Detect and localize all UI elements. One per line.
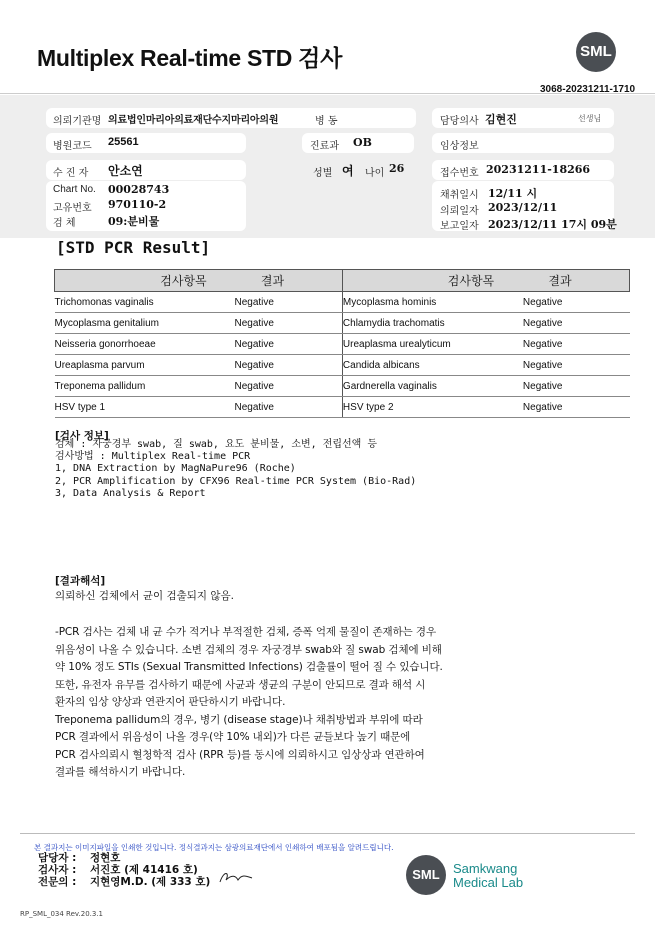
receipt-label: 접수번호 (440, 168, 479, 179)
result-row (55, 334, 630, 355)
clinical-label: 임상정보 (440, 141, 479, 152)
staff-row: 담당자 : 정현호 (38, 852, 121, 864)
footer-notice: 본 결과지는 이미지파일을 인쇄한 것입니다. 정식결과지는 삼광의료재단에서 인쇄하여 배포됨을 알려드립니다. (34, 843, 394, 852)
result-item-left: Treponema pallidum (55, 376, 235, 397)
result-item-left: Mycoplasma genitalium (55, 313, 235, 334)
right-header: 검사항목 결과 (342, 270, 629, 292)
method-line: 검체 : 자궁경부 swab, 질 swab, 요도 분비물, 소변, 전립선액 등 (55, 439, 378, 450)
result-value-right: Negative (523, 355, 630, 376)
code-value: 25561 (108, 136, 139, 148)
result-row (55, 313, 630, 334)
uid-label: 고유번호 (53, 203, 92, 214)
result-item-left: Neisseria gonorrhoeae (55, 334, 235, 355)
form-code: RP_SML_034 Rev.20.3.1 (20, 910, 103, 918)
result-item-right: Chlamydia trachomatis (342, 313, 523, 334)
result-item-right: HSV type 2 (342, 397, 523, 418)
sex-value: 여 (342, 164, 354, 178)
hospital-value: 의료법인마리아의료재단수지마리아의원 (108, 115, 279, 126)
dept-value: OB (353, 136, 372, 149)
result-value-right: Negative (523, 313, 630, 334)
result-value-left: Negative (235, 334, 343, 355)
result-row (55, 355, 630, 376)
age-value: 26 (389, 162, 405, 175)
left-header: 검사항목 결과 (55, 270, 343, 292)
footer-divider (20, 833, 635, 834)
staff-block (38, 852, 210, 888)
result-value-left: Negative (235, 397, 343, 418)
chart-label: Chart No. (53, 184, 96, 195)
doctor-label: 담당의사 (440, 116, 479, 127)
result-value-right: Negative (523, 334, 630, 355)
interpretation-line: -PCR 검사는 검체 내 균 수가 적거나 부적절한 검체, 증폭 억제 물질이 존재하는 경우 (55, 626, 437, 638)
result-item-right: Mycoplasma hominis (342, 292, 523, 313)
result-table (54, 269, 630, 418)
interpretation-line: 또한, 유전자 유무를 검사하기 때문에 사균과 생균의 구분이 안되므로 결과 해석 시 (55, 678, 426, 691)
doctor-value: 김현진 (485, 113, 517, 126)
method-line: 검사방법 : Multiplex Real-time PCR (55, 451, 251, 463)
collected-value: 12/11 시 (488, 187, 538, 200)
result-value-left: Negative (235, 355, 343, 376)
staff-row: 전문의 : 지현영M.D. (제 333 호) (38, 876, 211, 888)
ward-label: 병 동 (315, 116, 338, 127)
result-row (55, 376, 630, 397)
result-item-right: Candida albicans (342, 355, 523, 376)
method-line: 3, Data Analysis & Report (55, 487, 206, 499)
footer-logo: SML (406, 855, 446, 895)
interpretation-line: PCR 검사의뢰시 혈청학적 검사 (RPR 등)를 동시에 의뢰하시고 임상상과 연관하여 (55, 748, 425, 761)
collected-label: 채취일시 (440, 190, 479, 201)
interpretation-line: Treponema pallidum의 경우, 병기 (disease stage)나 채취방법과 부위에 따라 (55, 713, 423, 726)
result-item-left: Trichomonas vaginalis (55, 292, 235, 313)
hospital-label: 의뢰기관명 (53, 116, 102, 127)
result-item-left: HSV type 1 (55, 397, 235, 418)
interpretation-line: 환자의 임상 양상과 연관지어 판단하시기 바랍니다. (55, 696, 286, 708)
interpretation-line: PCR 결과에서 위음성이 나올 경우(약 10% 내외)가 다른 균들보다 높기 때문에 (55, 731, 411, 743)
signature-icon (216, 868, 256, 886)
result-value-left: Negative (235, 313, 343, 334)
interpretation-line: 약 10% 정도 STIs (Sexual Transmitted Infections) 검출률이 떨어 질 수 있습니다. (55, 661, 443, 673)
code-label: 병원코드 (53, 141, 92, 152)
interpretation-line: 결과를 해석하시기 바랍니다. (55, 766, 186, 778)
reported-value: 2023/12/11 17시 09분 (488, 218, 617, 231)
receipt-value: 20231211-18266 (486, 163, 591, 176)
dept-label: 진료과 (310, 141, 339, 152)
method-lines (55, 439, 416, 500)
result-section-title: [STD PCR Result] (56, 238, 211, 257)
reported-label: 보고일자 (440, 221, 479, 232)
interpretation-line: 위음성이 나올 수 있습니다. 소변 검체의 경우 자궁경부 swab와 질 swab 검체에 비해 (55, 643, 442, 656)
document-id: 3068-20231211-1710 (540, 84, 636, 95)
result-item-left: Ureaplasma parvum (55, 355, 235, 376)
sml-logo: SML (576, 32, 616, 72)
report-title: Multiplex Real-time STD 검사 (37, 45, 343, 71)
name-label: 수 진 자 (53, 168, 89, 179)
method-title: [검사 정보] (55, 430, 109, 442)
result-value-right: Negative (523, 397, 630, 418)
result-value-right: Negative (523, 292, 630, 313)
uid-value: 970110-2 (108, 198, 167, 211)
specimen-label: 검 체 (53, 218, 76, 229)
staff-row: 검사자 : 서진호 (제 41416 호) (38, 864, 198, 876)
method-line: 1, DNA Extraction by MagNaPure96 (Roche) (55, 463, 296, 475)
interpretation-body (55, 624, 443, 782)
result-item-right: Gardnerella vaginalis (342, 376, 523, 397)
method-line: 2, PCR Amplification by CFX96 Real-time PCR System (Bio-Rad) (55, 475, 417, 487)
interpretation-summary: 의뢰하신 검체에서 균이 검출되지 않음. (55, 590, 234, 602)
age-label: 나이 (365, 168, 385, 179)
result-item-right: Ureaplasma urealyticum (342, 334, 523, 355)
result-row (55, 292, 630, 313)
sex-label: 성별 (313, 168, 333, 179)
specimen-value: 09:분비물 (108, 215, 160, 228)
chart-value: 00028743 (108, 183, 170, 196)
interpretation-title: [결과해석] (55, 575, 106, 587)
requested-label: 의뢰일자 (440, 206, 479, 217)
result-value-right: Negative (523, 376, 630, 397)
name-value: 안소연 (108, 164, 143, 178)
result-value-left: Negative (235, 292, 343, 313)
result-header-row (55, 270, 630, 292)
lab-name: Samkwang Medical Lab (453, 861, 524, 890)
result-row (55, 397, 630, 418)
doctor-suffix: 선생님 (578, 114, 602, 123)
result-value-left: Negative (235, 376, 343, 397)
requested-value: 2023/12/11 (488, 201, 558, 214)
